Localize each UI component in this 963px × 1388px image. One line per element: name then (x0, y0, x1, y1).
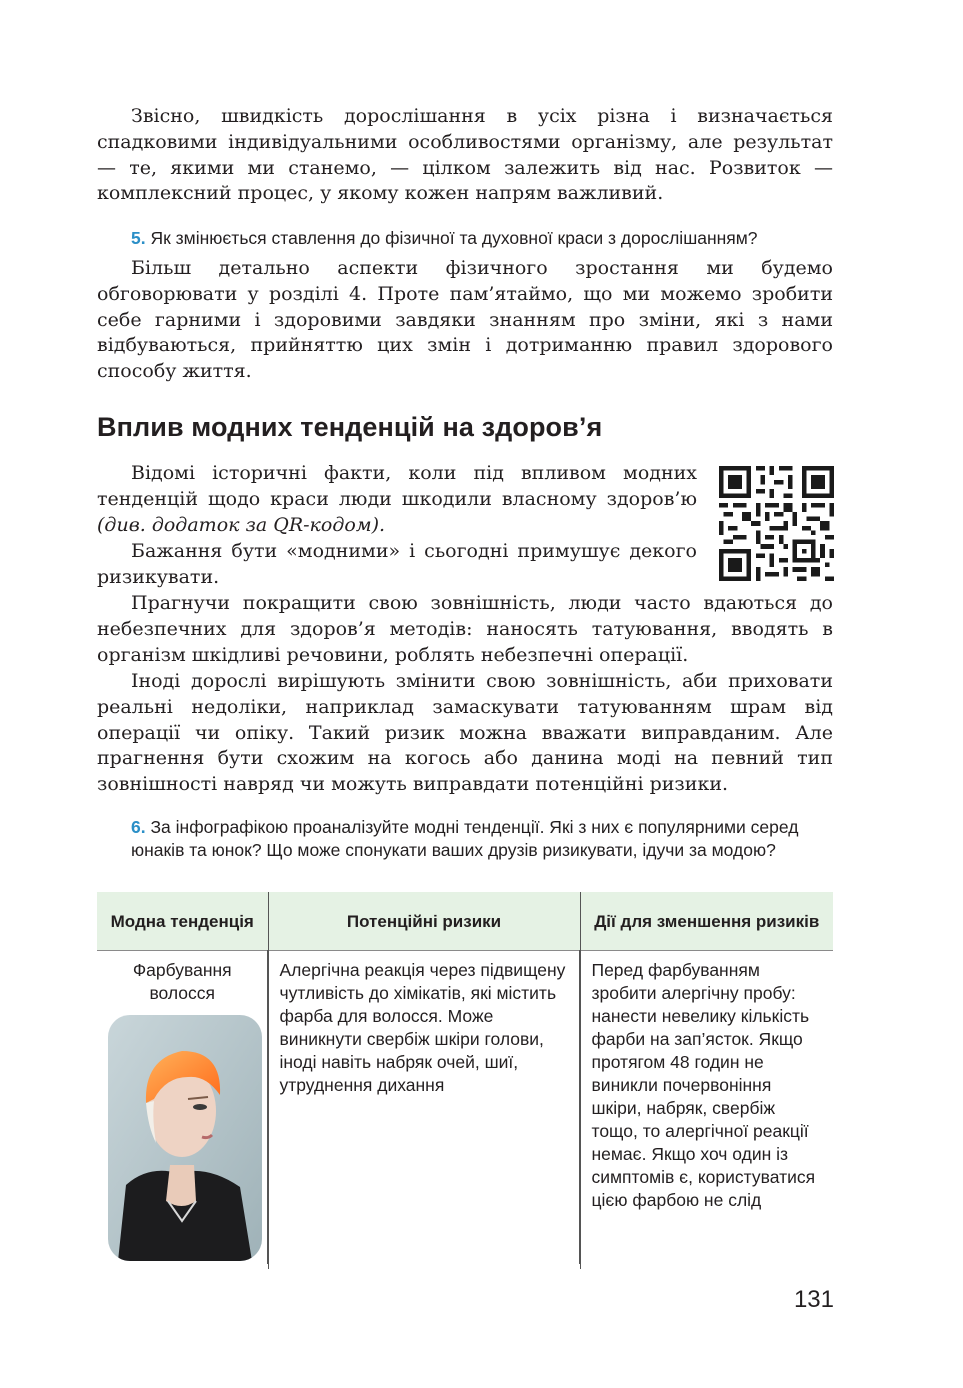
section-heading: Вплив модних тенденцій на здоров’я (97, 412, 603, 442)
paragraph-text: Відомі історичні факти, коли під впливом модних тенденцій щодо краси люди шкодили власному здоров’ю (97, 462, 697, 510)
dyed-hair-photo (108, 1015, 262, 1261)
trend-cell (97, 951, 268, 1270)
risks-cell: Алергічна реакція через підвищену чутливість до хімікатів, які містить фарба для волосся. Може виникнути свербіж шкіри голови, іноді навіть набряк очей, шиї, утруднення дихання (268, 951, 580, 1270)
question-6 (131, 816, 833, 862)
qr-reference: (див. додаток за QR-кодом). (97, 513, 386, 536)
paragraph-growing-up: Звісно, швидкість дорослішання в усіх різна і визначається спадковими індивідуальними особливостями організму, але результат — те, якими ми станемо, — цілком залежить від нас. Розвиток — комплексний процес, у якому кожен напрям важливий. (97, 105, 833, 205)
page-number: 131 (793, 1286, 834, 1313)
paragraph-physical-growth: Більш детально аспекти фізичного зростання ми будемо обговорювати у розділі 4. Проте пам’ятаймо, що ми можемо зробити себе гарними і здоровими завдяки знанням про зміни, які з нами відбуваються, прийняттю цих змін і дотриманню правил здорового способу життя. (97, 257, 833, 383)
column-divider (267, 950, 269, 1264)
question-5 (131, 227, 833, 250)
paragraph-justified-risk: Іноді дорослі вирішують змінити свою зовнішність, аби приховати реальні недоліки, наприклад замаскувати татуюванням шрам від операції чи опіку. Такий ризик можна вважати виправданим. Але прагнення бути схожим на когось або данина моді на певний тип зовнішності навряд чи можуть виправдати потенційні ризики. (97, 670, 833, 796)
qr-code-icon[interactable] (719, 466, 834, 581)
column-divider (579, 950, 581, 1264)
table-row (97, 951, 833, 1270)
header-trend: Модна тенденція (97, 892, 268, 951)
actions-cell: Перед фарбуванням зробити алергічну пробу: нанести невелику кількість фарби на зап’ясток. Якщо протягом 48 годин не виникли почервоніння шкіри, набряк, свербіж тощо, то алергічної реакції немає. Якщо хоч один із симптомів є, користуватися цією фарбою не слід (580, 951, 833, 1270)
question-text: За інфографікою проаналізуйте модні тенденції. Які з них є популярними серед юнаків та юнок? Що може спонукати ваших друзів ризикувати, ідучи за модою? (131, 817, 799, 860)
paragraph-fashion-risk: Бажання бути «модними» і сьогодні примушує декого ризикувати. (97, 540, 697, 588)
paragraph-historical-facts (97, 461, 697, 538)
fashion-trends-table (97, 892, 833, 1269)
question-number: 5. (131, 228, 146, 248)
question-number: 6. (131, 817, 146, 837)
paragraph-dangerous-methods: Прагнучи покращити свою зовнішність, люди часто вдаються до небезпечних для здоров’я методів: наносять татуювання, вводять в організм шкідливі речовини, роблять небезпечні операції. (97, 592, 833, 666)
table-header-row (97, 892, 833, 951)
trend-name: Фарбування волосся (132, 960, 232, 1003)
question-text: Як змінюється ставлення до фізичної та духовної краси з дорослішанням? (150, 228, 758, 248)
header-risks: Потенційні ризики (268, 892, 580, 951)
header-actions: Дії для зменшення ризиків (580, 892, 833, 951)
